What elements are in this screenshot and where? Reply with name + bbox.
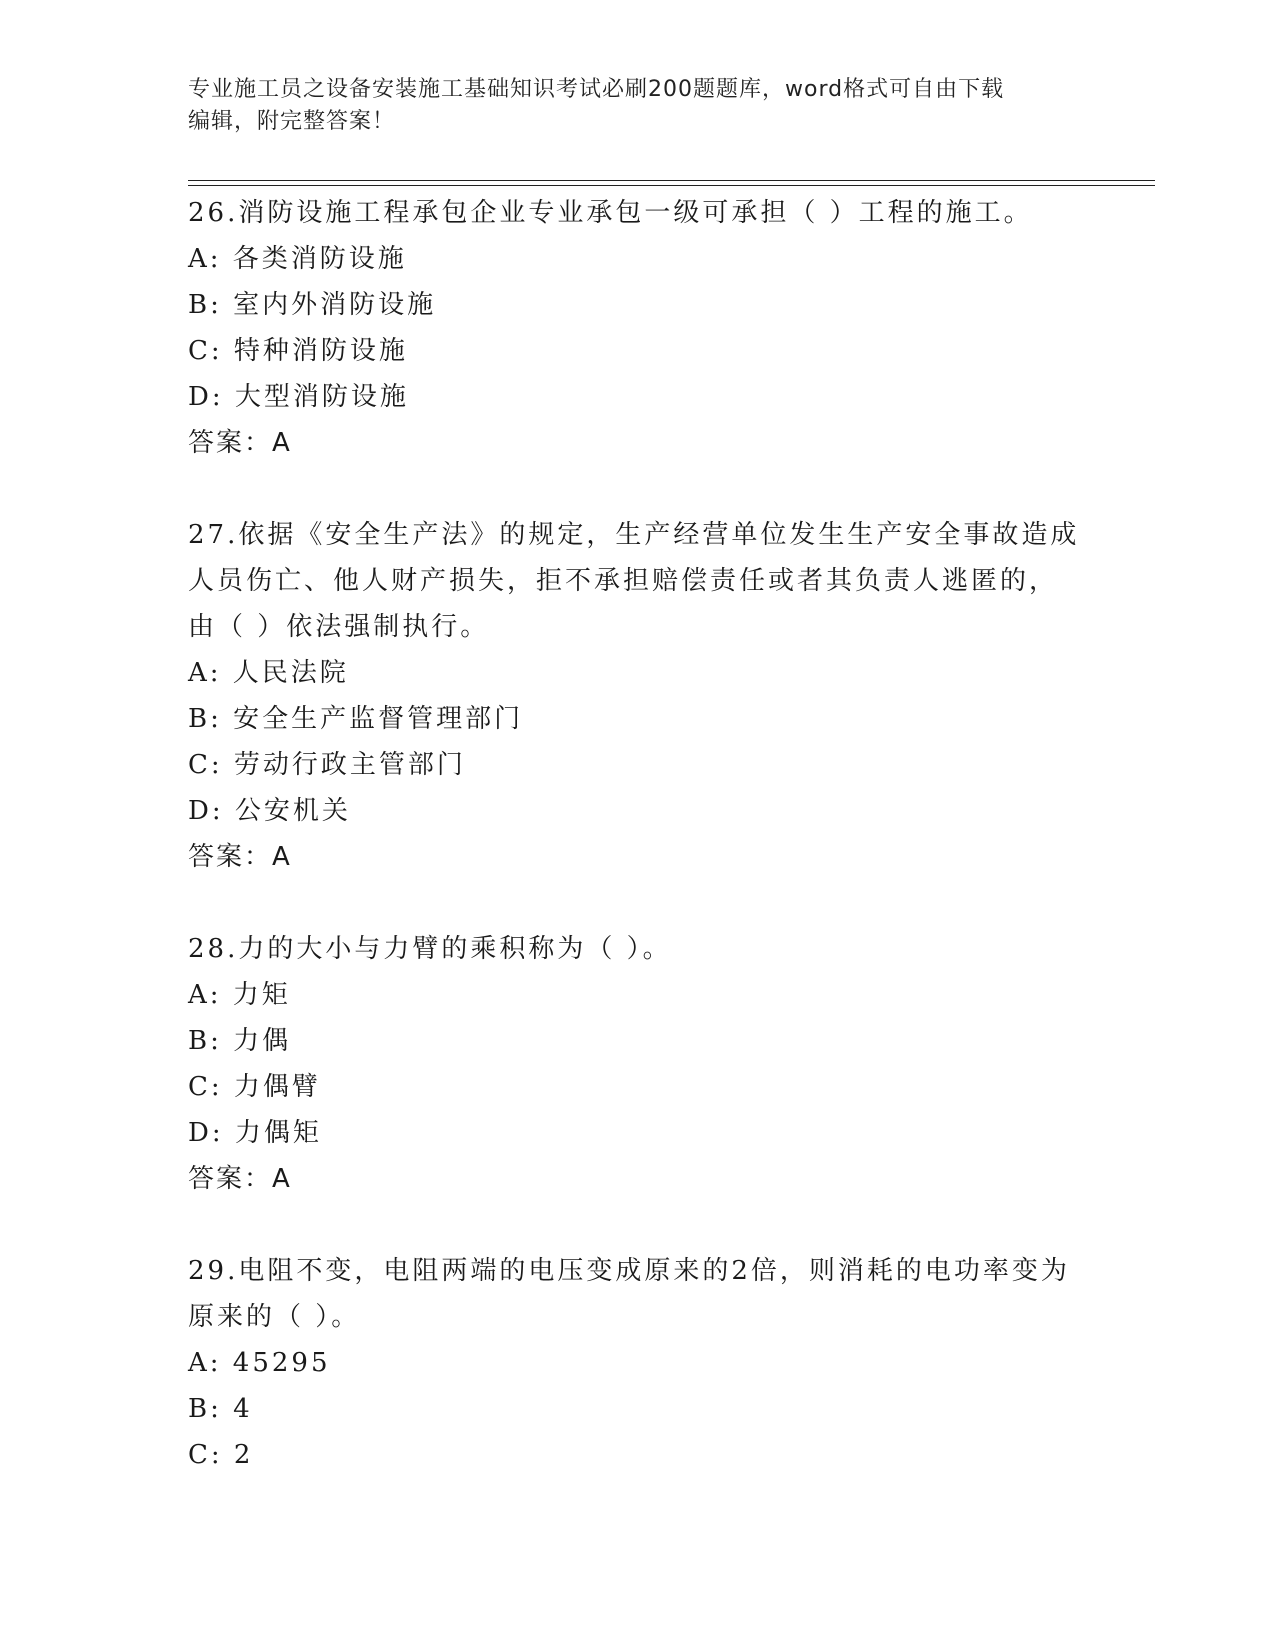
option-d: D: 大型消防设施 [188,382,409,412]
option-a: A: 各类消防设施 [188,244,407,274]
question-stem: 27.依据《安全生产法》的规定，生产经营单位发生生产安全事故造成 [188,520,1080,550]
question-list [188,190,1088,1478]
question-27 [188,512,1088,880]
option-b: B: 力偶 [188,1026,292,1056]
question-stem: 人员伤亡、他人财产损失，拒不承担赔偿责任或者其负责人逃匿的， [188,566,1059,596]
option-d: D: 公安机关 [188,796,351,826]
option-c: C: 力偶臂 [188,1072,321,1102]
option-c: C: 2 [188,1440,254,1470]
answer: 答案：A [188,1164,292,1194]
option-a: A: 45295 [188,1348,331,1378]
question-28 [188,926,1088,1202]
header-divider-top [188,180,1155,181]
option-a: A: 人民法院 [188,658,349,688]
question-29 [188,1248,1088,1478]
option-a: A: 力矩 [188,980,291,1010]
question-stem: 由（ ）依法强制执行。 [188,612,490,642]
question-stem: 原来的（ ）。 [188,1302,361,1332]
header-line-2: 编辑，附完整答案！ [188,109,396,134]
option-b: B: 安全生产监督管理部门 [188,704,524,734]
answer: 答案：A [188,842,292,872]
question-stem: 29.电阻不变，电阻两端的电压变成原来的2倍，则消耗的电功率变为 [188,1256,1070,1286]
question-stem: 26.消防设施工程承包企业专业承包一级可承担（ ）工程的施工。 [188,198,1033,228]
header-divider-bottom [188,185,1155,186]
question-stem: 28.力的大小与力臂的乘积称为（ ）。 [188,934,672,964]
document-header [188,74,1068,138]
option-b: B: 4 [188,1394,253,1424]
option-b: B: 室内外消防设施 [188,290,437,320]
option-d: D: 力偶矩 [188,1118,322,1148]
header-line-1: 专业施工员之设备安装施工基础知识考试必刷200题题库，word格式可自由下载 [188,77,1005,102]
answer: 答案：A [188,428,292,458]
option-c: C: 特种消防设施 [188,336,408,366]
question-26 [188,190,1088,466]
option-c: C: 劳动行政主管部门 [188,750,466,780]
